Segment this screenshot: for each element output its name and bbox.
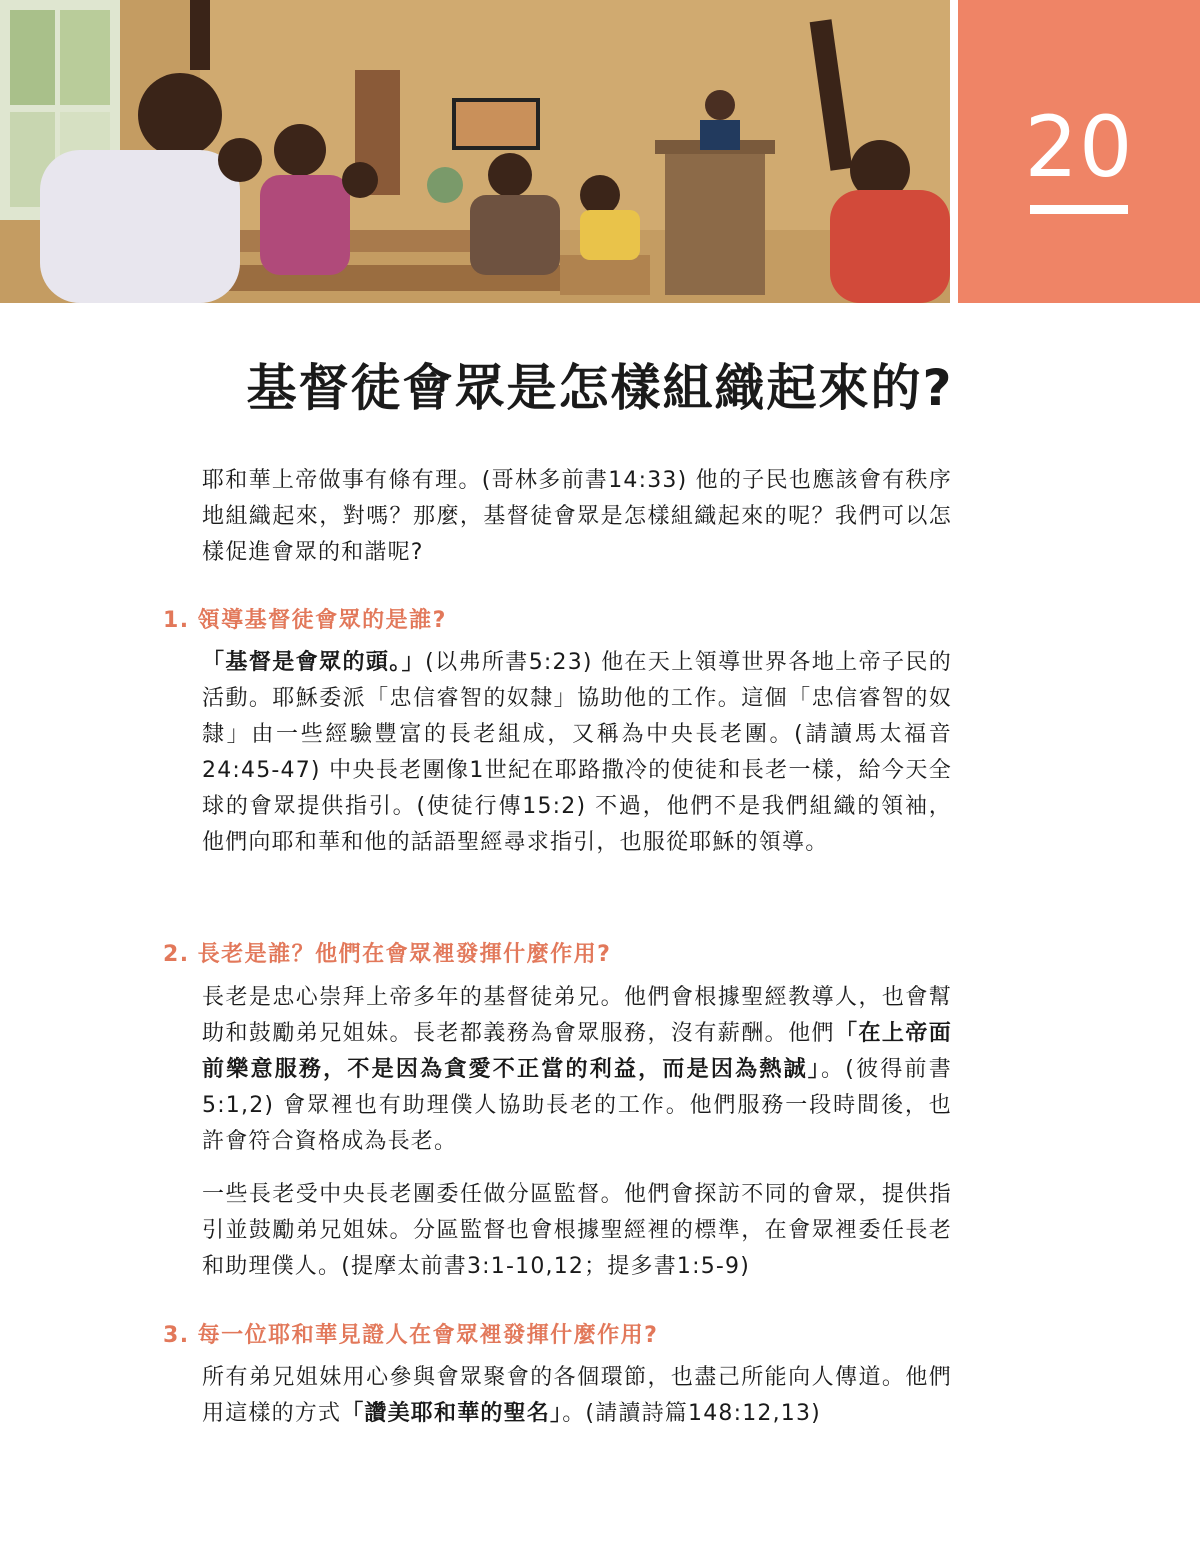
section-2-paragraph-1 [202,980,952,1160]
section-1-heading [163,603,963,634]
section-1-bold-quote: 「基督是會眾的頭。」 [202,650,426,675]
hero-photo [0,0,950,303]
page-title: 基督徒會眾是怎樣組織起來的? [246,359,954,417]
badge-underline [1030,205,1128,214]
section-3-text-before: 所有弟兄姐妹用心參與會眾聚會的各個環節，也盡己所能向人傳道。他們用這樣的方式 [202,1365,952,1426]
section-2-text-after: 。(彼得前書5:1,2) 會眾裡也有助理僕人協助長老的工作。他們服務一段時間後，也許會符合資格成為長老。 [202,1057,952,1154]
section-2-number: 2. [163,942,190,967]
section-1-number: 1. [163,608,190,633]
section-2-paragraph-2: 一些長老受中央長老團委任做分區監督。他們會探訪不同的會眾，提供指引並鼓勵弟兄姐妹。分區監督也會根據聖經裡的標準，在會眾裡委任長老和助理僕人。(提摩太前書3:1-10,12；提多書1:5-9) [202,1182,952,1279]
section-3-heading-text: 每一位耶和華見證人在會眾裡發揮什麼作用? [197,1323,659,1348]
section-3-text-after: 。(請讀詩篇148:12,13) [562,1401,821,1426]
lesson-number-badge [958,0,1200,303]
section-1-paragraph [202,645,952,861]
section-3-bold-quote: 「讚美耶和華的聖名」 [341,1401,563,1426]
lesson-number: 20 [1024,98,1134,196]
section-2-bold-quote: 「在上帝面前樂意服務，不是因為貪愛不正當的利益，而是因為熱誠」 [202,1021,952,1082]
section-2-heading [163,937,963,968]
section-2-text-before: 長老是忠心崇拜上帝多年的基督徒弟兄。他們會根據聖經教導人，也會幫助和鼓勵弟兄姐妹。長老都義務為會眾服務，沒有薪酬。他們 [202,985,952,1046]
section-3-number: 3. [163,1323,190,1348]
intro-paragraph: 耶和華上帝做事有條有理。(哥林多前書14:33) 他的子民也應該會有秩序地組織起來，對嗎？那麼，基督徒會眾是怎樣組織起來的呢？我們可以怎樣促進會眾的和諧呢? [202,468,952,565]
section-1-text: (以弗所書5:23) 他在天上領導世界各地上帝子民的活動。耶穌委派「忠信睿智的奴隸」協助他的工作。這個「忠信睿智的奴隸」由一些經驗豐富的長老組成，又稱為中央長老團。(請讀馬太福音24:45-47) 中央長老團像1世紀在耶路撒冷的使徒和長老一樣，給今天全球的會眾提供指引。(使徒行傳15:2) 不過，他們不是我們組織的領袖，他們向耶和華和他的話語聖經尋求指引，也服從耶穌的領導。 [202,650,952,855]
section-3-heading [163,1318,963,1349]
section-3-paragraph [202,1360,952,1432]
section-2-heading-text: 長老是誰？他們在會眾裡發揮什麼作用? [197,942,612,967]
section-1-heading-text: 領導基督徒會眾的是誰? [197,608,447,633]
